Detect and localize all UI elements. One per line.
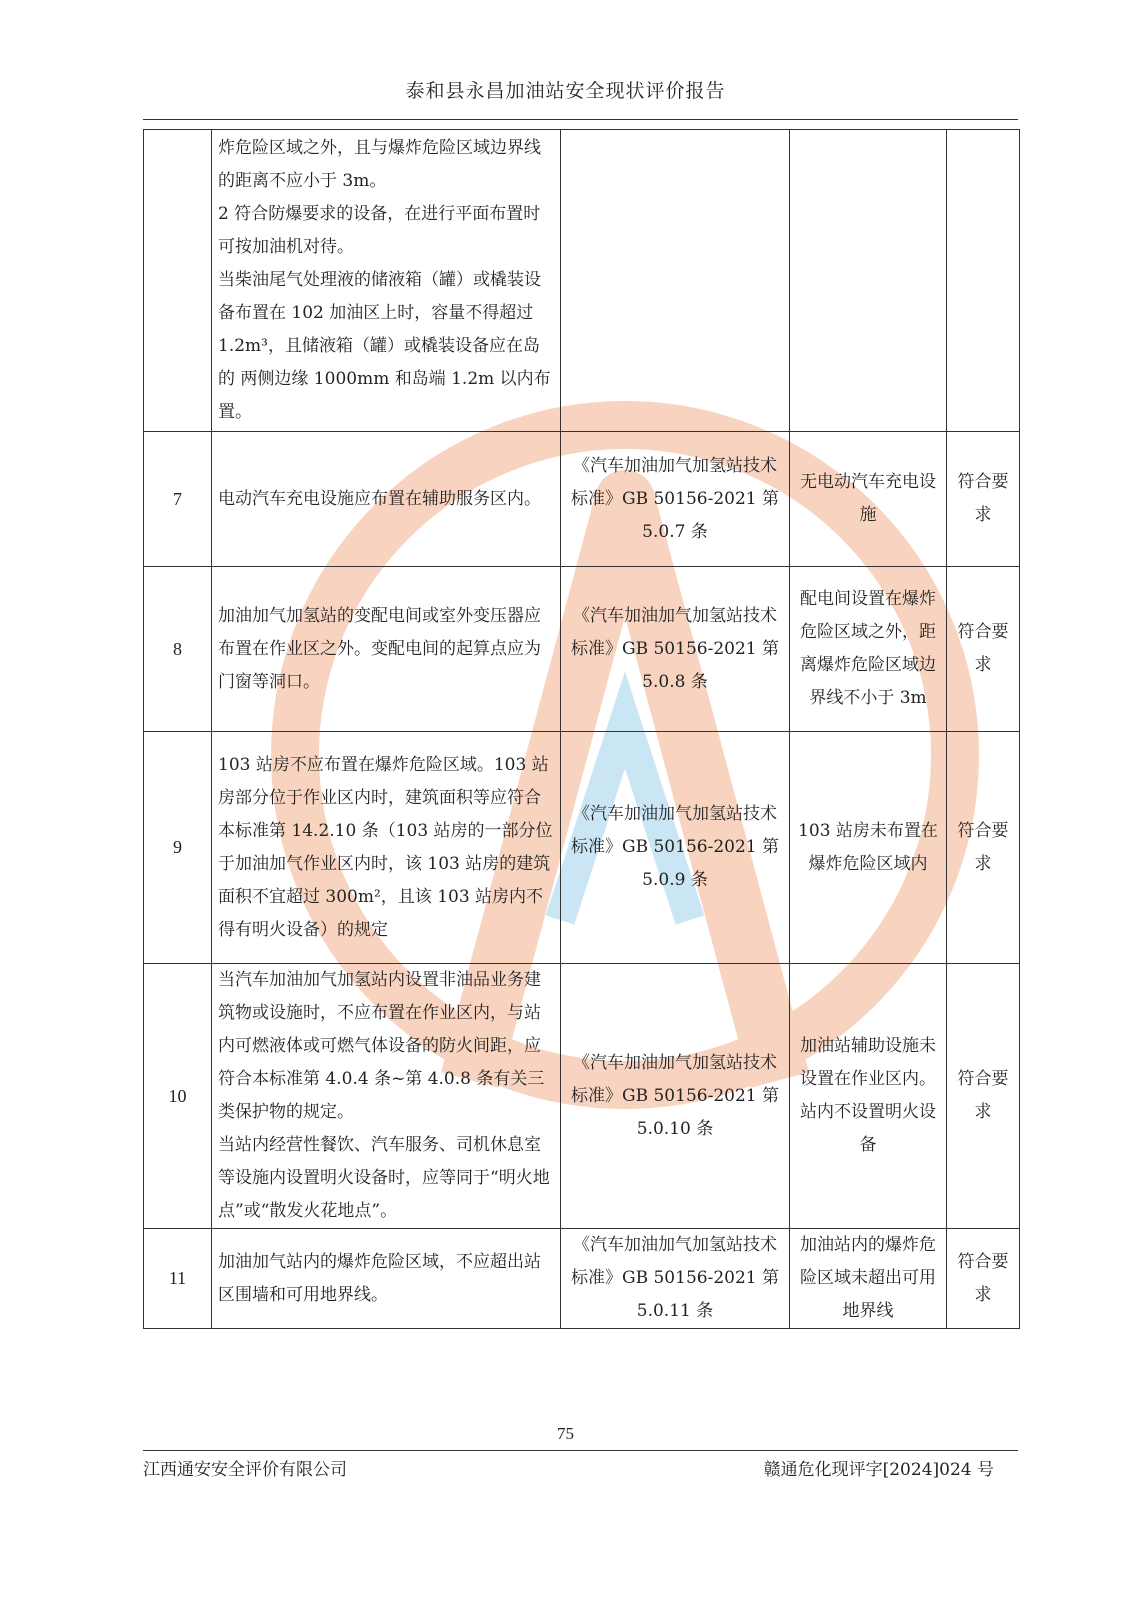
row-number-cell: 8 <box>144 567 212 732</box>
finding-cell: 加油站辅助设施未设置在作业区内。站内不设置明火设备 <box>790 964 947 1229</box>
basis-cell: 《汽车加油加气加氢站技术标准》GB 50156-2021 第 5.0.9 条 <box>561 732 790 964</box>
requirement-cell <box>212 432 561 567</box>
finding-cell: 配电间设置在爆炸危险区域之外，距离爆炸危险区域边界线不小于 3m <box>790 567 947 732</box>
requirements-table <box>143 129 1020 1329</box>
header-divider <box>143 119 1018 120</box>
requirement-line: 电动汽车充电设施应布置在辅助服务区内。 <box>218 488 541 509</box>
table-row-continued <box>144 130 1020 432</box>
table-row <box>144 432 1020 567</box>
result-cell: 符合要求 <box>947 732 1020 964</box>
table-row <box>144 567 1020 732</box>
requirement-cell <box>212 732 561 964</box>
row-number-cell <box>144 130 212 432</box>
table-row <box>144 964 1020 1229</box>
footer-report-code: 赣通危化现评字[2024]024 号 <box>763 1460 994 1480</box>
requirement-line: 加油加气加氢站的变配电间或室外变压器应布置在作业区之外。变配电间的起算点应为门窗等洞口。 <box>218 605 541 692</box>
page-number: 75 <box>557 1424 574 1443</box>
footer-company: 江西通安安全评价有限公司 <box>143 1460 347 1480</box>
basis-cell: 《汽车加油加气加氢站技术标准》GB 50156-2021 第 5.0.10 条 <box>561 964 790 1229</box>
row-number-cell: 7 <box>144 432 212 567</box>
table-row <box>144 732 1020 964</box>
row-number-cell: 11 <box>144 1229 212 1329</box>
basis-cell <box>561 130 790 432</box>
row-number-cell: 9 <box>144 732 212 964</box>
requirement-cell <box>212 964 561 1229</box>
table-row <box>144 1229 1020 1329</box>
basis-cell: 《汽车加油加气加氢站技术标准》GB 50156-2021 第 5.0.7 条 <box>561 432 790 567</box>
requirement-line: 加油加气站内的爆炸危险区域，不应超出站区围墙和可用地界线。 <box>218 1251 541 1305</box>
requirement-line: 炸危险区域之外，且与爆炸危险区域边界线的距离不应小于 3m。 <box>218 138 541 191</box>
requirement-line: 当汽车加油加气加氢站内设置非油品业务建筑物或设施时，不应布置在作业区内，与站内可燃液体或可燃气体设备的防火间距，应符合本标准第 4.0.4 条~第 4.0.8 条有关三类保护物的规定。 <box>218 970 545 1122</box>
finding-cell: 加油站内的爆炸危险区域未超出可用地界线 <box>790 1229 947 1329</box>
result-cell: 符合要求 <box>947 964 1020 1229</box>
requirement-cell <box>212 1229 561 1329</box>
row-number-cell: 10 <box>144 964 212 1229</box>
result-cell: 符合要求 <box>947 432 1020 567</box>
requirement-line: 2 符合防爆要求的设备，在进行平面布置时可按加油机对待。 <box>218 204 541 257</box>
requirement-line: 当柴油尾气处理液的储液箱（罐）或橇装设备布置在 102 加油区上时，容量不得超过 1.2m³，且储液箱（罐）或橇装设备应在岛的 两侧边缘 1000mm 和岛端 1.2m 以内布置。 <box>218 270 551 422</box>
finding-cell: 无电动汽车充电设施 <box>790 432 947 567</box>
result-cell: 符合要求 <box>947 567 1020 732</box>
requirement-cell <box>212 130 561 432</box>
requirement-line: 103 站房不应布置在爆炸危险区域。103 站房部分位于作业区内时，建筑面积等应符合本标准第 14.2.10 条（103 站房的一部分位于加油加气作业区内时，该 103 站房的建筑面积不宜超过 300m²，且该 103 站房内不得有明火设备）的规定 <box>218 754 553 940</box>
requirement-line: 当站内经营性餐饮、汽车服务、司机休息室等设施内设置明火设备时，应等同于“明火地点”或“散发火花地点”。 <box>218 1135 550 1221</box>
finding-cell <box>790 130 947 432</box>
basis-cell: 《汽车加油加气加氢站技术标准》GB 50156-2021 第 5.0.8 条 <box>561 567 790 732</box>
page-header-title: 泰和县永昌加油站安全现状评价报告 <box>405 80 726 102</box>
finding-cell: 103 站房未布置在爆炸危险区域内 <box>790 732 947 964</box>
result-cell: 符合要求 <box>947 1229 1020 1329</box>
basis-cell: 《汽车加油加气加氢站技术标准》GB 50156-2021 第 5.0.11 条 <box>561 1229 790 1329</box>
requirement-cell <box>212 567 561 732</box>
footer-divider <box>143 1450 1018 1451</box>
result-cell <box>947 130 1020 432</box>
